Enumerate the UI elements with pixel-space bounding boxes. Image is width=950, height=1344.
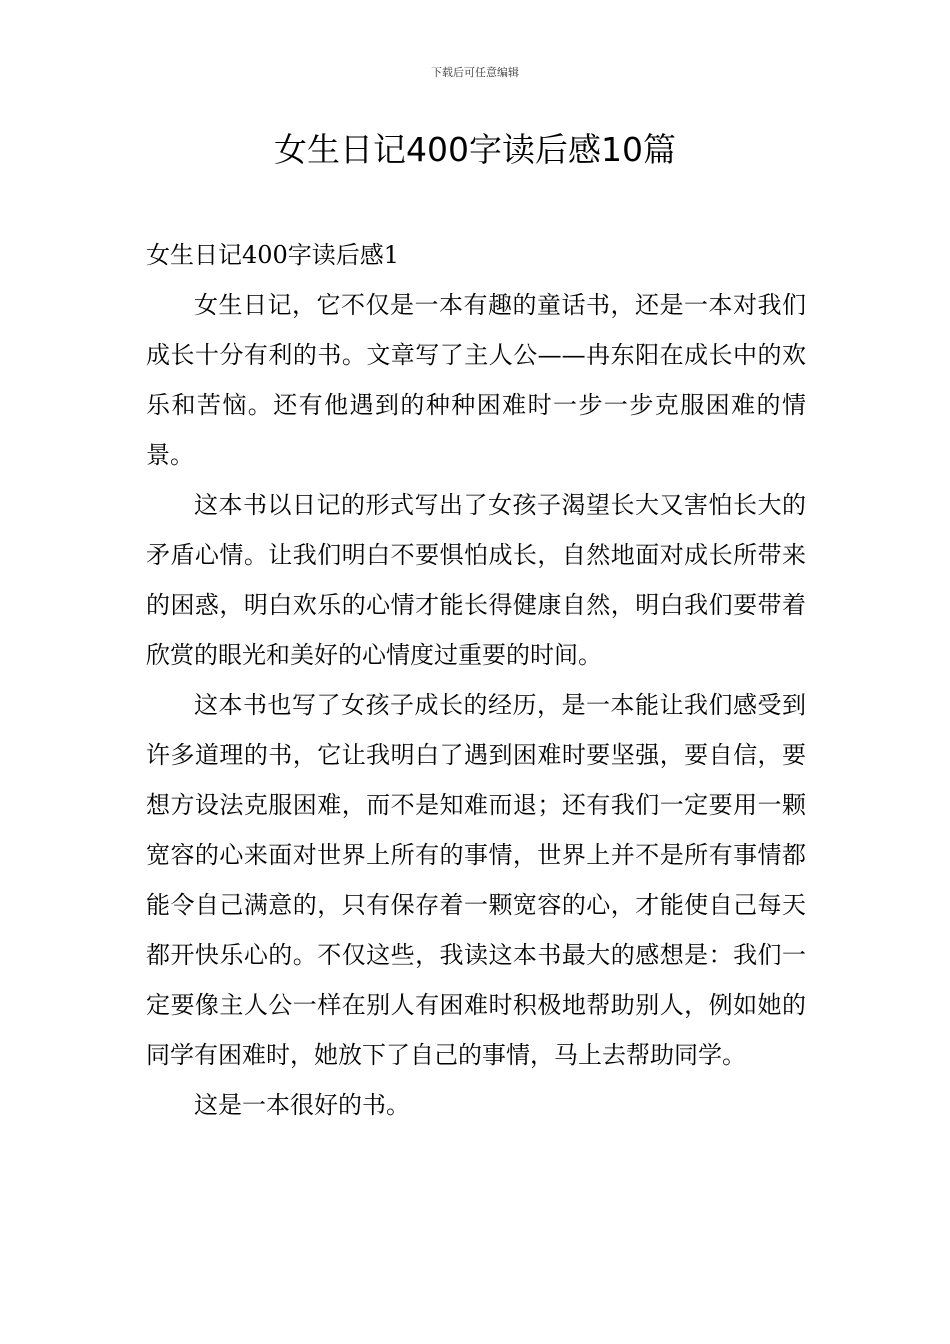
paragraph-4: 这是一本很好的书。 [194, 1091, 410, 1119]
paragraph-2: 这本书以日记的形式写出了女孩子渴望长大又害怕长大的矛盾心情。让我们明白不要惧怕成长，自然地面对成长所带来的困惑，明白欢乐的心情才能长得健康自然，明白我们要带着欣赏的眼光和美好的心情度过重要的时间。 [146, 491, 806, 669]
header-note: 下载后可任意编辑 [431, 66, 519, 79]
section-title: 女生日记400字读后感1 [146, 241, 400, 269]
paragraph-3: 这本书也写了女孩子成长的经历，是一本能让我们感受到许多道理的书，它让我明白了遇到困难时要坚强，要自信，要想方设法克服困难，而不是知难而退；还有我们一定要用一颗宽容的心来面对世界上所有的事情，世界上并不是所有事情都能令自己满意的，只有保存着一颗宽容的心，才能使自己每天都开快乐心的。不仅这些，我读这本书最大的感想是：我们一定要像主人公一样在别人有困难时积极地帮助别人，例如她的同学有困难时，她放下了自己的事情，马上去帮助同学。 [146, 691, 806, 1069]
document-body [146, 230, 806, 1130]
paragraph-1: 女生日记，它不仅是一本有趣的童话书，还是一本对我们成长十分有利的书。文章写了主人公——冉东阳在成长中的欢乐和苦恼。还有他遇到的种种困难时一步一步克服困难的情景。 [146, 291, 806, 469]
document-title: 女生日记400字读后感10篇 [274, 130, 676, 169]
